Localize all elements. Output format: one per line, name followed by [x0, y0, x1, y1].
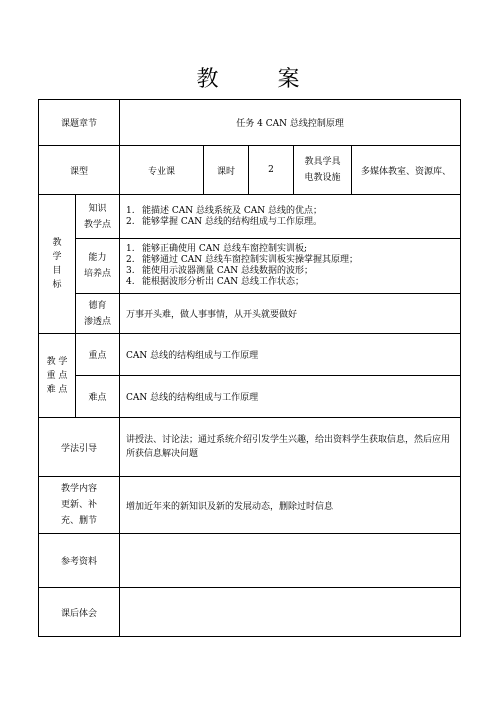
moral-label-line-1: 德育 [88, 300, 107, 311]
moral-label [76, 294, 120, 334]
update-label-line: 充、删节 [61, 516, 98, 526]
reflection-label: 课后体会 [39, 588, 120, 637]
reflection-row [39, 588, 461, 637]
equipment-label-line-1: 教具学具 [304, 157, 341, 167]
item-text: 能够掌握 CAN 总线的结构组成与工作原理。 [142, 216, 322, 227]
hours-label: 课时 [204, 146, 249, 195]
references-row [39, 534, 461, 588]
objectives-label-char: 教 [52, 238, 62, 248]
page-title: 教 案 [196, 67, 326, 92]
references-label: 参考资料 [39, 534, 120, 588]
objectives-label-char: 标 [52, 280, 62, 290]
item-text: 能描述 CAN 总线系统及 CAN 总线的优点； [142, 205, 322, 216]
item-text: 能够正确使用 CAN 总线车窗控制实训板; [142, 244, 308, 254]
chapter-value: 任务 4 CAN 总线控制原理 [120, 100, 461, 146]
ability-row [39, 239, 461, 294]
ability-content [120, 239, 461, 294]
difficulty-value: CAN 总线的结构组成与工作原理 [120, 376, 461, 418]
ability-list [120, 244, 460, 288]
update-value: 增加近年来的新知识及新的发展动态，删除过时信息 [120, 477, 461, 534]
item-number: 2. [126, 255, 135, 265]
moral-value: 万事开头难，做人事事情，从开头就要做好 [120, 294, 461, 334]
item-number: 2. [126, 216, 135, 227]
moral-label-line-2: 渗透点 [84, 316, 112, 327]
reflection-value [120, 588, 461, 637]
key-point-row [39, 334, 461, 376]
objectives-label-char: 目 [52, 266, 62, 276]
key-point-label: 重点 [76, 334, 120, 376]
type-label: 课型 [39, 146, 120, 195]
equipment-label-line-2: 电教设施 [304, 173, 341, 183]
item-text: 能使用示波器测量 CAN 总线数据的波形； [142, 266, 313, 276]
item-number: 4. [126, 277, 135, 287]
knowledge-label-line-2: 教学点 [84, 219, 112, 230]
chapter-label: 课题章节 [39, 100, 120, 146]
difficulty-row [39, 376, 461, 418]
list-item [126, 277, 460, 288]
ability-label-line-2: 培养点 [84, 269, 112, 279]
focus-label-line: 难 点 [46, 384, 68, 395]
equipment-label [294, 146, 352, 195]
ability-label-line-1: 能力 [88, 253, 107, 263]
item-text: 能够通过 CAN 总线车窗控制实训板实操掌握其原理； [142, 255, 358, 265]
hours-value: 2 [249, 146, 294, 195]
method-label: 学法引导 [39, 418, 120, 477]
key-point-value: CAN 总线的结构组成与工作原理 [120, 334, 461, 376]
knowledge-row [39, 195, 461, 239]
list-item [126, 266, 460, 277]
list-item [126, 217, 460, 228]
knowledge-label [76, 195, 120, 239]
type-value: 专业课 [120, 146, 204, 195]
knowledge-label-line-1: 知识 [88, 203, 107, 214]
objectives-label-char: 学 [52, 252, 62, 262]
chapter-row [39, 100, 461, 146]
update-label-line: 教学内容 [61, 484, 98, 494]
method-value: 讲授法、讨论法；通过系统介绍引发学生兴趣，给出资料学生获取信息，然后应用所获信息解决问题 [120, 418, 461, 477]
focus-label-line: 教 学 [46, 356, 68, 367]
update-label-line: 更新、补 [61, 500, 98, 510]
knowledge-content [120, 195, 461, 239]
type-row [39, 146, 461, 195]
item-number: 3. [126, 266, 135, 276]
item-number: 1. [126, 244, 135, 254]
focus-label-line: 重 点 [46, 370, 68, 381]
references-value [120, 534, 461, 588]
update-row [39, 477, 461, 534]
list-item [126, 206, 460, 217]
objectives-label [39, 195, 76, 334]
equipment-value: 多媒体教室、资源库、 [352, 146, 461, 195]
method-row [39, 418, 461, 477]
knowledge-list [120, 206, 460, 228]
item-text: 能根据波形分析出 CAN 总线工作状态； [142, 277, 304, 287]
ability-label [76, 239, 120, 294]
list-item [126, 244, 460, 255]
lesson-plan-table [38, 99, 461, 637]
difficulty-label: 难点 [76, 376, 120, 418]
update-label [39, 477, 120, 534]
item-number: 1. [126, 205, 135, 216]
moral-row [39, 294, 461, 334]
focus-label [39, 334, 76, 418]
list-item [126, 255, 460, 266]
